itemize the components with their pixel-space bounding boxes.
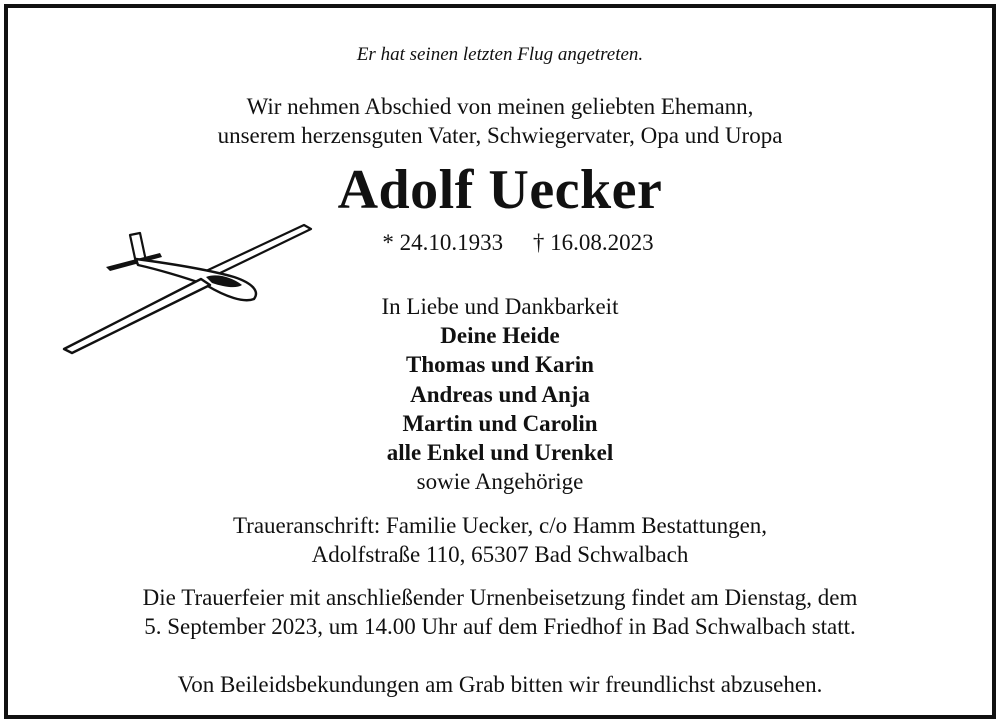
death-date: † 16.08.2023 — [532, 230, 654, 255]
mourners-closing: sowie Angehörige — [416, 469, 584, 494]
mourner-name: Andreas und Anja — [410, 382, 590, 407]
intro-line-1: Wir nehmen Abschied von meinen geliebten Ehemann, — [246, 94, 754, 119]
ceremony-line-2: 5. September 2023, um 14.00 Uhr auf dem Friedhof in Bad Schwalbach statt. — [144, 614, 856, 639]
ceremony-line-1: Die Trauerfeier mit anschließender Urnenbeisetzung findet am Dienstag, dem — [142, 585, 858, 610]
birth-date: * 24.10.1933 — [382, 230, 504, 255]
intro-line-2: unserem herzensguten Vater, Schwiegervater, Opa und Uropa — [217, 123, 783, 148]
mourner-name: Deine Heide — [440, 323, 560, 348]
condolence-note: Von Beileidsbekundungen am Grab bitten wir freundlichst abzusehen. — [177, 672, 823, 697]
address-line-1: Traueranschrift: Familie Uecker, c/o Hamm Bestattungen, — [232, 513, 768, 538]
mourners-opening: In Liebe und Dankbarkeit — [381, 294, 619, 319]
obituary-card — [4, 4, 996, 719]
mourner-name: Thomas und Karin — [406, 352, 594, 377]
motto: Er hat seinen letzten Flug angetreten. — [356, 44, 644, 65]
address-line-2: Adolfstraße 110, 65307 Bad Schwalbach — [311, 542, 689, 567]
mourner-name: alle Enkel und Urenkel — [386, 440, 614, 465]
deceased-name: Adolf Uecker — [337, 159, 663, 221]
mourner-name: Martin und Carolin — [402, 411, 598, 436]
